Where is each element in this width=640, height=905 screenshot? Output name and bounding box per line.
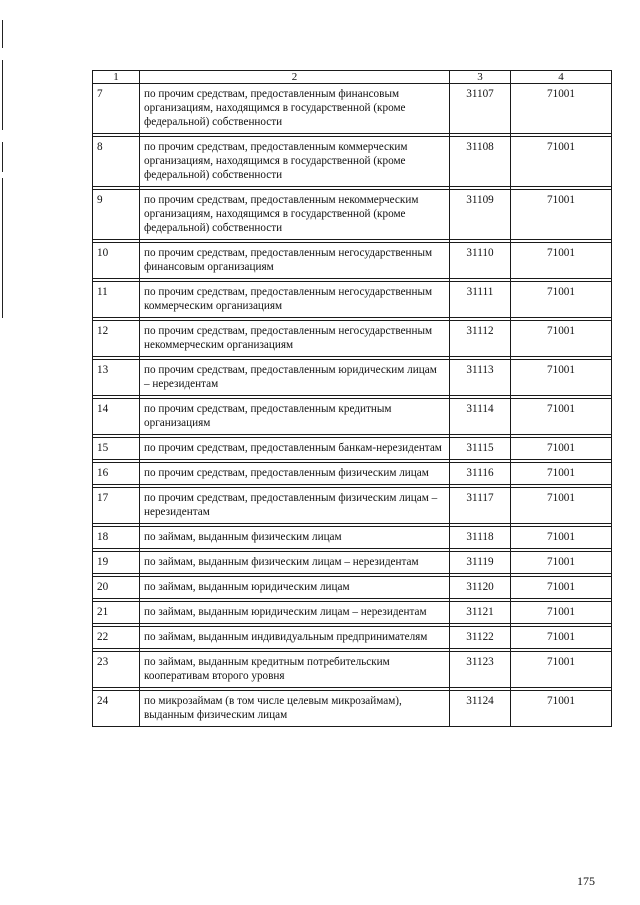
row-description: по займам, выданным юридическим лицам – нерезидентам	[140, 602, 450, 624]
row-number: 10	[93, 243, 140, 279]
row-number: 20	[93, 577, 140, 599]
table-row	[93, 321, 612, 357]
table-row	[93, 652, 612, 688]
row-account: 71001	[511, 602, 612, 624]
row-code: 31111	[450, 282, 511, 318]
row-description: по прочим средствам, предоставленным негосударственным финансовым организациям	[140, 243, 450, 279]
row-description: по прочим средствам, предоставленным некоммерческим организациям, находящимся в государственной (кроме федеральной) собственности	[140, 190, 450, 240]
table-row	[93, 360, 612, 396]
table-row	[93, 282, 612, 318]
table-row	[93, 137, 612, 187]
table-row	[93, 84, 612, 134]
row-number: 14	[93, 399, 140, 435]
row-number: 7	[93, 84, 140, 134]
row-account: 71001	[511, 527, 612, 549]
row-code: 31117	[450, 488, 511, 524]
row-description: по займам, выданным индивидуальным предпринимателям	[140, 627, 450, 649]
row-code: 31109	[450, 190, 511, 240]
row-description: по прочим средствам, предоставленным физическим лицам	[140, 463, 450, 485]
table-row	[93, 463, 612, 485]
row-number: 21	[93, 602, 140, 624]
table-row	[93, 438, 612, 460]
row-account: 71001	[511, 652, 612, 688]
row-account: 71001	[511, 438, 612, 460]
table-header-row	[93, 71, 612, 84]
row-description: по прочим средствам, предоставленным негосударственным некоммерческим организациям	[140, 321, 450, 357]
row-code: 31114	[450, 399, 511, 435]
row-code: 31118	[450, 527, 511, 549]
table-row	[93, 488, 612, 524]
row-code: 31123	[450, 652, 511, 688]
row-account: 71001	[511, 488, 612, 524]
row-account: 71001	[511, 84, 612, 134]
row-code: 31120	[450, 577, 511, 599]
row-code: 31115	[450, 438, 511, 460]
row-code: 31122	[450, 627, 511, 649]
row-description: по займам, выданным физическим лицам	[140, 527, 450, 549]
column-header-4: 4	[511, 71, 612, 84]
row-description: по прочим средствам, предоставленным кредитным организациям	[140, 399, 450, 435]
row-number: 15	[93, 438, 140, 460]
row-code: 31108	[450, 137, 511, 187]
row-account: 71001	[511, 137, 612, 187]
table-row	[93, 243, 612, 279]
column-header-3: 3	[450, 71, 511, 84]
row-number: 8	[93, 137, 140, 187]
row-account: 71001	[511, 243, 612, 279]
row-account: 71001	[511, 463, 612, 485]
row-number: 22	[93, 627, 140, 649]
table-row	[93, 190, 612, 240]
row-code: 31124	[450, 691, 511, 727]
table-row	[93, 602, 612, 624]
table-body	[93, 84, 612, 727]
column-header-1: 1	[93, 71, 140, 84]
row-account: 71001	[511, 627, 612, 649]
row-code: 31121	[450, 602, 511, 624]
accounts-table	[92, 70, 612, 727]
row-number: 23	[93, 652, 140, 688]
row-number: 9	[93, 190, 140, 240]
row-account: 71001	[511, 577, 612, 599]
row-code: 31113	[450, 360, 511, 396]
row-number: 13	[93, 360, 140, 396]
row-description: по займам, выданным физическим лицам – нерезидентам	[140, 552, 450, 574]
row-description: по микрозаймам (в том числе целевым микрозаймам), выданным физическим лицам	[140, 691, 450, 727]
table-row	[93, 527, 612, 549]
row-description: по займам, выданным кредитным потребительским кооперативам второго уровня	[140, 652, 450, 688]
scan-edge-mark	[2, 178, 3, 318]
scan-edge-mark	[2, 142, 3, 172]
table-row	[93, 399, 612, 435]
row-description: по прочим средствам, предоставленным юридическим лицам – нерезидентам	[140, 360, 450, 396]
row-description: по займам, выданным юридическим лицам	[140, 577, 450, 599]
row-code: 31110	[450, 243, 511, 279]
row-number: 24	[93, 691, 140, 727]
row-number: 17	[93, 488, 140, 524]
row-code: 31119	[450, 552, 511, 574]
row-number: 11	[93, 282, 140, 318]
row-code: 31116	[450, 463, 511, 485]
row-account: 71001	[511, 552, 612, 574]
row-description: по прочим средствам, предоставленным негосударственным коммерческим организациям	[140, 282, 450, 318]
table-row	[93, 691, 612, 727]
row-account: 71001	[511, 360, 612, 396]
column-header-2: 2	[140, 71, 450, 84]
row-account: 71001	[511, 321, 612, 357]
row-number: 18	[93, 527, 140, 549]
scan-edge-mark	[2, 20, 3, 48]
row-description: по прочим средствам, предоставленным физическим лицам – нерезидентам	[140, 488, 450, 524]
row-code: 31112	[450, 321, 511, 357]
row-number: 12	[93, 321, 140, 357]
row-account: 71001	[511, 190, 612, 240]
row-code: 31107	[450, 84, 511, 134]
row-number: 19	[93, 552, 140, 574]
row-description: по прочим средствам, предоставленным коммерческим организациям, находящимся в государственной (кроме федеральной) собственности	[140, 137, 450, 187]
row-description: по прочим средствам, предоставленным финансовым организациям, находящимся в государственной (кроме федеральной) собственности	[140, 84, 450, 134]
row-account: 71001	[511, 399, 612, 435]
table-row	[93, 577, 612, 599]
row-account: 71001	[511, 282, 612, 318]
row-account: 71001	[511, 691, 612, 727]
row-description: по прочим средствам, предоставленным банкам-нерезидентам	[140, 438, 450, 460]
table-row	[93, 627, 612, 649]
table-row	[93, 552, 612, 574]
row-number: 16	[93, 463, 140, 485]
scan-edge-mark	[2, 60, 3, 130]
page-number: 175	[577, 874, 595, 888]
